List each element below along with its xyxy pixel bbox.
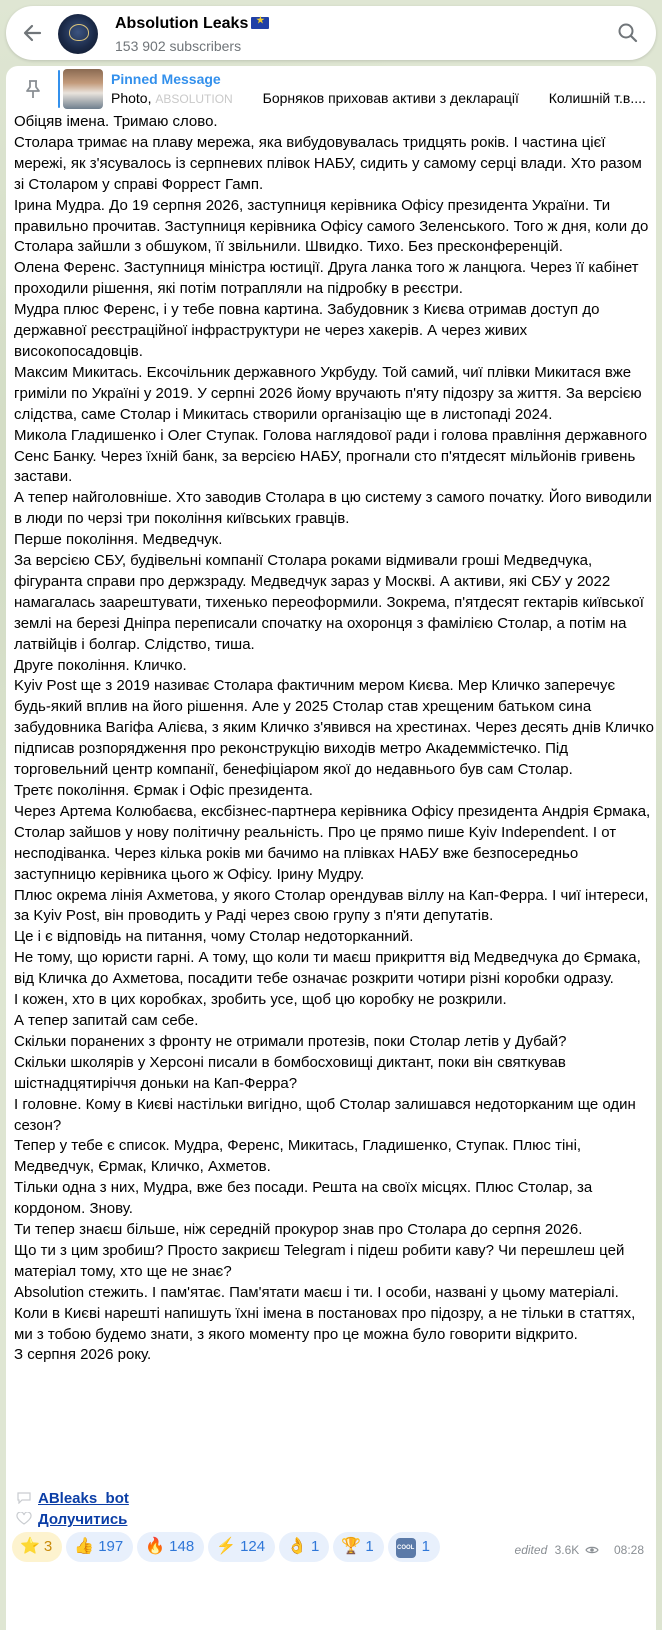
bot-link[interactable]: ABleaks_bot <box>38 1490 129 1507</box>
reaction-cool[interactable] <box>388 1532 440 1562</box>
channel-avatar[interactable] <box>58 14 98 54</box>
message-paragraph: Тепер у тебе є список. Мудра, Ференс, Микитась, Гладишенко, Ступак. Плюс тіні, Медведчук, Єрмак, Кличко, Ахметов. <box>14 1137 582 1176</box>
lightning-emoji-icon: ⚡ <box>216 1538 237 1555</box>
message-paragraph: Це і є відповідь на питання, чому Столар недоторканний. <box>14 928 414 946</box>
message-paragraph: Через Артема Колюбаєва, ексбізнес-партнера керівника Офісу президента Андрія Єрмака, Столар зайшов у нову політичну реальність. Про це прямо пише Kyiv Independent. І от несподіванка. Через кілька років ми бачимо на плівках НАБУ вже безпосередньо заступницю керівника цього ж Офісу. Ірину Мудру. <box>14 802 651 883</box>
reaction-count: 1 <box>365 1538 374 1555</box>
chat-header <box>6 6 656 60</box>
message-paragraph: Обіцяв імена. Тримаю слово. <box>14 113 218 130</box>
pinned-text <box>111 90 651 106</box>
channel-title-text: Absolution Leaks <box>115 15 249 32</box>
message-paragraph: Ти тепер знаєш більше, ніж середній прокурор знав про Столара до серпня 2026. <box>14 1221 583 1239</box>
edited-label: edited <box>514 1543 548 1557</box>
message-paragraph: Що ти з цим зробиш? Просто закриєш Telegram і підеш робити каву? Чи перешлеш цей матеріал тому, хто ще не знає? <box>14 1241 625 1280</box>
pinned-message-bar[interactable] <box>6 66 656 112</box>
reaction-trophy[interactable] <box>333 1532 383 1562</box>
pin-icon[interactable] <box>22 78 44 100</box>
message-paragraph: З серпня 2026 року. <box>14 1346 152 1364</box>
back-arrow-icon[interactable] <box>20 20 46 46</box>
pinned-text-a: Борняков приховав активи з декларації <box>262 90 519 106</box>
ok-hand-emoji-icon: 👌 <box>287 1538 308 1555</box>
message-paragraph: Тільки одна з них, Мудра, вже без посади. Решта на своїх місцях. Плюс Столар, за кордоном. Знову. <box>14 1179 593 1218</box>
message-paragraph: Не тому, що юристи гарні. А тому, що коли ти маєш прикриття від Медведчука до Єрмака, від Кличка до Ахметова, посадити тебе означає розкрити чотири різні коробки одразу. <box>14 949 641 988</box>
message-text <box>14 112 654 1366</box>
message-paragraph: За версією СБУ, будівельні компанії Столара роками відмивали гроші Медведчука, фігуранта справи про держзраду. Медведчук зараз у Москві. А активи, які СБУ у 2022 намагалась заарештувати, тихенько переоформили. Зокрема, п'ятдесят гектарів київської землі на березі Дніпра переписали спочатку на охоронця з фамілією Столар, а потім на латвійців і болгар. Слідство, тиша. <box>14 552 644 653</box>
message-paragraph: Третє покоління. Єрмак і Офіс президента. <box>14 782 313 799</box>
reaction-count: 1 <box>311 1538 320 1555</box>
cool-emoji-icon: COOL <box>396 1538 416 1558</box>
pinned-thumbnail <box>63 69 103 109</box>
eye-icon <box>585 1544 599 1554</box>
message-paragraph: Столара тримає на плаву мережа, яка вибудовувалась тридцять років. І частина цієї мережі, як з'ясувалось із серпневих плівок НАБУ, сидить у самому серці влади. Хто разом зі Столаром у справі Форрест Гамп. <box>14 133 642 193</box>
message-paragraph: Kyiv Post ще з 2019 називає Столара фактичним мером Києва. Мер Кличко заперечує будь-який вплив на його рішення. Але у 2025 Столар став хрещеним батьком сина забудовника Вагіфа Алієва, з яким Кличко з'явився на хрестинах. Через десять днів Кличко підписав розпорядження про реконструкцію виходів метро Академмістечко. Під торговельний центр компанії, бенефіціаром якої до недавнього був сам Столар. <box>14 677 654 779</box>
message-bubble <box>6 112 656 1630</box>
reaction-fire[interactable] <box>137 1532 204 1562</box>
reaction-count: 197 <box>98 1538 124 1555</box>
link-row-join <box>16 1509 636 1530</box>
subscriber-count: 153 902 subscribers <box>115 38 242 54</box>
channel-title[interactable] <box>115 15 269 33</box>
message-paragraph: Ірина Мудра. До 19 серпня 2026, заступниця керівника Офісу президента України. Ти правильно прочитав. Заступниця керівника Офісу самого Зеленського. Того ж дня, коли до Столара зайшли з обшуком, її звільнили. Швидко. Тихо. Без пресконференцій. <box>14 196 649 256</box>
trophy-emoji-icon: 🏆 <box>341 1538 362 1555</box>
message-meta <box>515 1543 644 1557</box>
message-paragraph: Максим Микитась. Ексочільник державного Укрбуду. Той самий, чиї плівки Микитася вже гриміли по Україні у 2019. У серпні 2026 йому вручають п'яту підозру за життя. За версією слідства, саме Столар і Микитась створили організацію ще в листопаді 2024. <box>14 363 642 423</box>
message-paragraph: І кожен, хто в цих коробках, зробить усе, щоб цю коробку не розкрили. <box>14 991 507 1009</box>
message-paragraph: Плюс окрема лінія Ахметова, у якого Столар орендував віллу на Кап-Ферра. І чиї інтереси, за Kyiv Post, він проводить у Раді через свою групу з п'яти депутатів. <box>14 886 649 925</box>
message-paragraph: Мудра плюс Ференс, і у тебе повна картина. Забудовник з Києва отримав доступ до державної реєстраційної інфраструктури не через хакерів. А через живих високопосадовців. <box>14 301 600 360</box>
reactions-row <box>12 1532 444 1562</box>
message-paragraph: А тепер запитай сам себе. <box>14 1011 199 1029</box>
reaction-count: 124 <box>240 1538 266 1555</box>
fire-emoji-icon: 🔥 <box>145 1538 166 1555</box>
eu-flag-icon <box>251 17 269 29</box>
speech-bubble-icon <box>16 1489 32 1502</box>
message-paragraph: Микола Гладишенко і Олег Ступак. Голова наглядової ради і голова правління державного Сенс Банку. Через їхній банк, за версією НАБУ, прогнали сто п'ятдесят мільйонів гривень застави. <box>14 426 648 486</box>
pinned-label: Pinned Message <box>111 71 221 87</box>
star-emoji-icon: ⭐ <box>20 1538 40 1555</box>
message-links <box>16 1488 636 1530</box>
message-paragraph: І головне. Кому в Києві настільки вигідно, щоб Столар залишався недоторканим ще один сезон? <box>14 1095 636 1134</box>
reaction-count: 3 <box>43 1538 53 1555</box>
message-paragraph: Перше покоління. Медведчук. <box>14 531 223 549</box>
join-link[interactable]: Долучитись <box>38 1511 128 1528</box>
message-paragraph: Скільки поранених з фронту не отримали протезів, поки Столар летів у Дубай? <box>14 1032 567 1050</box>
reaction-ok-hand[interactable] <box>279 1532 329 1562</box>
reaction-count: 148 <box>169 1538 195 1555</box>
pinned-text-prefix: Photo, <box>111 90 152 106</box>
pinned-text-muted: ABSOLUTION <box>155 92 233 106</box>
reaction-count: 1 <box>421 1538 430 1555</box>
message-paragraph: Олена Ференс. Заступниця міністра юстиції. Друга ланка того ж ланцюга. Через її кабінет проходили рішення, які потім потрапляли на підробку в реєстри. <box>14 259 639 298</box>
message-paragraph: А тепер найголовніше. Хто заводив Столара в цю систему з самого початку. Його виводили в люди по черзі три покоління київських гравців. <box>14 489 652 528</box>
heart-icon <box>16 1510 32 1523</box>
reaction-star[interactable] <box>12 1532 62 1562</box>
pinned-indicator-bar <box>58 70 60 108</box>
message-paragraph: Скільки школярів у Херсоні писали в бомбосховищі диктант, поки він святкував шістнадцятиріччя доньки на Кап-Ферра? <box>14 1053 566 1092</box>
pinned-text-b: Колишній т.в.... <box>548 90 646 106</box>
message-paragraph: Коли в Києві нарешті напишуть їхні імена в постановах про підозру, а не тільки в статтях, ми з тобою будемо знати, з якого моменту про це можна було говорити відкрито. <box>14 1304 636 1343</box>
link-row-bot <box>16 1488 636 1509</box>
reaction-thumbs-up[interactable] <box>66 1532 133 1562</box>
view-count: 3.6K <box>554 1543 580 1557</box>
message-time: 08:28 <box>613 1543 644 1557</box>
reaction-lightning[interactable] <box>208 1532 275 1562</box>
thumbs-up-emoji-icon: 👍 <box>74 1538 95 1555</box>
message-paragraph: Друге покоління. Кличко. <box>14 656 187 674</box>
search-icon[interactable] <box>616 21 640 45</box>
message-paragraph: Absolution стежить. І пам'ятає. Пам'ятати маєш і ти. І особи, названі у цьому матеріалі. <box>14 1283 619 1301</box>
